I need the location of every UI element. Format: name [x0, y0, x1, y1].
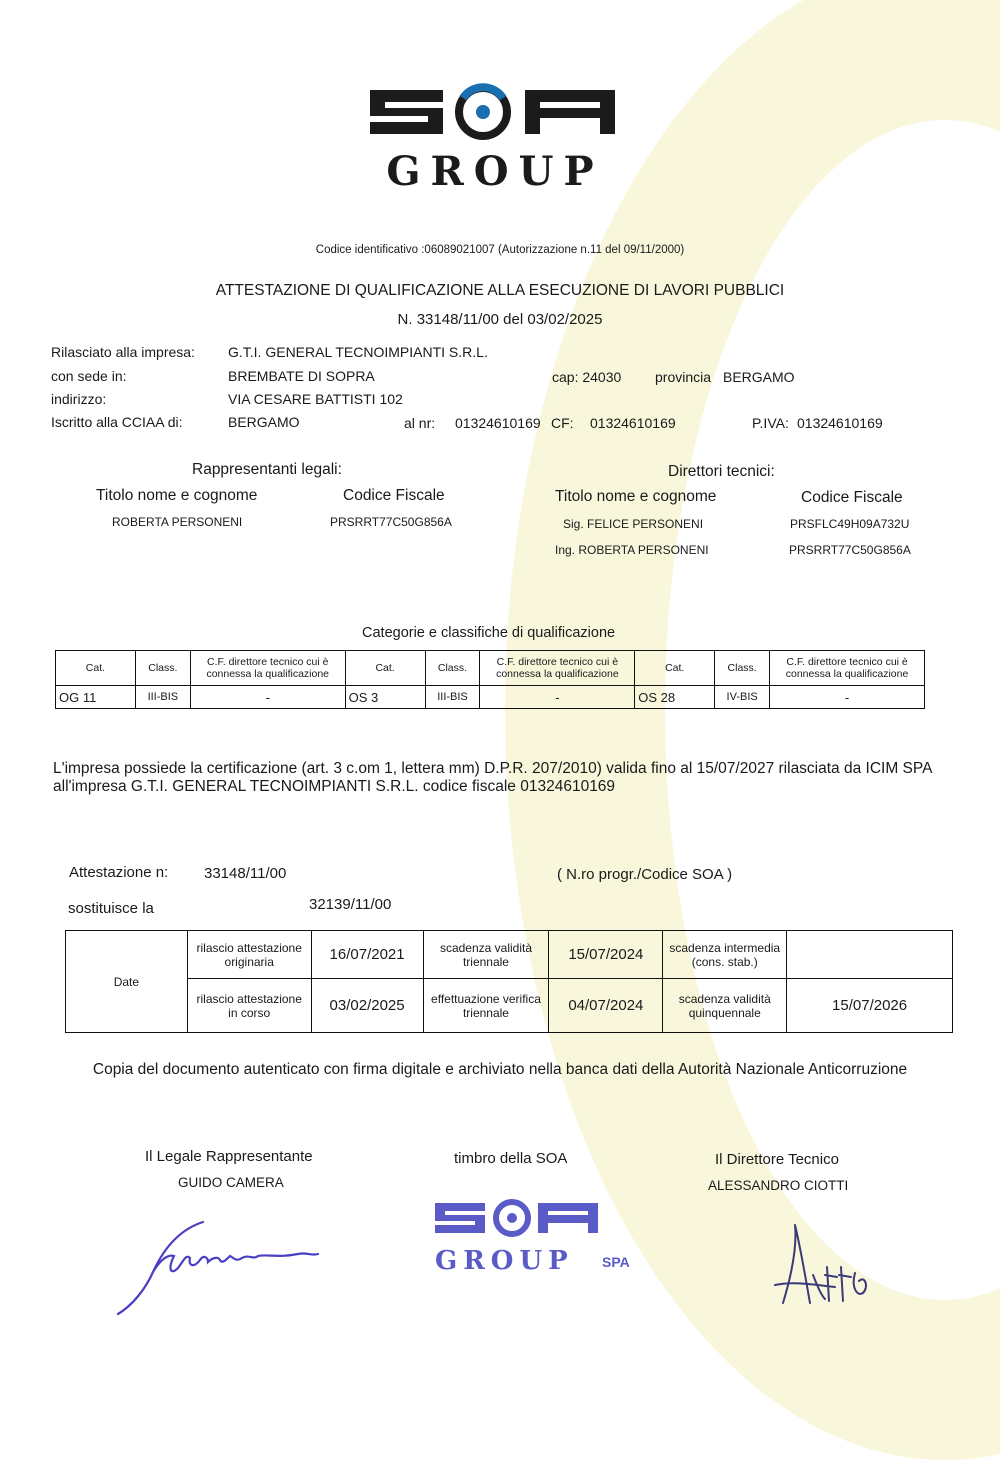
al-nr-label: al nr:	[404, 415, 436, 431]
legal-rep-sign-title: Il Legale Rappresentante	[145, 1148, 313, 1165]
categories-data-row	[56, 686, 925, 709]
categories-title: Categorie e classifiche di qualificazione	[362, 625, 616, 641]
category-class: IV-BIS	[715, 686, 770, 709]
category-cf: -	[190, 686, 345, 709]
cf-label: CF:	[551, 415, 574, 431]
dates-row-2	[66, 979, 953, 1033]
ril-corso-value: 03/02/2025	[311, 979, 423, 1033]
attestation-label: Attestazione n:	[69, 864, 169, 881]
company-sede: BREMBATE DI SOPRA	[228, 368, 375, 384]
soa-group-logo	[365, 82, 625, 202]
tech-dir-sign-title: Il Direttore Tecnico	[715, 1151, 839, 1168]
ril-orig-label: rilascio attestazione originaria	[187, 931, 311, 979]
header-cf: C.F. direttore tecnico cui è connessa la qualificazione	[770, 651, 925, 686]
scad-quin-value: 15/07/2026	[787, 979, 953, 1033]
legal-rep-name: ROBERTA PERSONENI	[112, 515, 243, 529]
legal-reps-title: Rappresentanti legali:	[192, 461, 342, 478]
tech-col-cf: Codice Fiscale	[801, 489, 903, 506]
copy-note: Copia del documento autenticato con firma digitale e archiviato nella banca dati della Autorità Nazionale Anticorruzione	[92, 1061, 908, 1078]
legal-rep-sign-name: GUIDO CAMERA	[178, 1175, 284, 1190]
company-piva: 01324610169	[797, 415, 883, 431]
stamp-spa-text: SPA	[602, 1254, 630, 1270]
tech-dir-cf-1: PRSFLC49H09A732U	[790, 517, 910, 531]
attestation-progr: ( N.ro progr./Codice SOA )	[557, 866, 733, 883]
stamp-group-text: GROUP	[435, 1246, 574, 1276]
company-name: G.T.I. GENERAL TECNOIMPIANTI S.R.L.	[228, 344, 488, 360]
header-cf: C.F. direttore tecnico cui è connessa la qualificazione	[190, 651, 345, 686]
stamp-title: timbro della SOA	[454, 1150, 568, 1167]
tech-dir-name-1: Sig. FELICE PERSONENI	[563, 517, 704, 531]
category-cat: OS 3	[345, 686, 425, 709]
document-number: N. 33148/11/00 del 03/02/2025	[397, 311, 603, 328]
ril-corso-label: rilascio attestazione in corso	[187, 979, 311, 1033]
header-cat: Cat.	[56, 651, 136, 686]
verifica-label: effettuazione verifica triennale	[423, 979, 549, 1033]
category-class: III-BIS	[135, 686, 190, 709]
company-cf: 01324610169	[590, 415, 676, 431]
provincia-label: provincia	[655, 369, 712, 385]
soa-stamp	[430, 1195, 640, 1285]
category-class: III-BIS	[425, 686, 480, 709]
tech-col-name: Titolo nome e cognome	[555, 488, 717, 505]
document-title: ATTESTAZIONE DI QUALIFICAZIONE ALLA ESECUZIONE DI LAVORI PUBBLICI	[215, 282, 785, 299]
label-cciaa: Iscritto alla CCIAA di:	[51, 414, 183, 430]
category-cat: OG 11	[56, 686, 136, 709]
scad-quin-label: scadenza validità quinquennale	[663, 979, 787, 1033]
header-class: Class.	[135, 651, 190, 686]
company-al-nr: 01324610169	[455, 415, 541, 431]
tech-dir-sign-name: ALESSANDRO CIOTTI	[708, 1178, 849, 1193]
tech-directors-title: Direttori tecnici:	[668, 463, 775, 480]
company-indirizzo: VIA CESARE BATTISTI 102	[228, 391, 403, 407]
label-indirizzo: indirizzo:	[51, 391, 107, 407]
codice-identificativo: Codice identificativo :06089021007 (Autorizzazione n.11 del 09/11/2000)	[315, 244, 685, 256]
categories-table	[55, 650, 925, 709]
company-cciaa: BERGAMO	[228, 414, 300, 430]
header-class: Class.	[715, 651, 770, 686]
tech-dir-name-2: Ing. ROBERTA PERSONENI	[555, 543, 709, 557]
dates-row-1	[66, 931, 953, 979]
sostituisce-label: sostituisce la	[68, 900, 154, 917]
scad-tri-label: scadenza validità triennale	[423, 931, 549, 979]
label-rilasciato: Rilasciato alla impresa:	[51, 344, 195, 360]
categories-header-row	[56, 651, 925, 686]
scad-tri-value: 15/07/2024	[549, 931, 663, 979]
tech-signature	[765, 1215, 895, 1315]
dates-table	[65, 930, 953, 1033]
company-cap: cap: 24030	[552, 369, 622, 385]
tech-dir-cf-2: PRSRRT77C50G856A	[789, 543, 911, 557]
scad-int-label: scadenza intermedia (cons. stab.)	[663, 931, 787, 979]
verifica-value: 04/07/2024	[549, 979, 663, 1033]
category-cat: OS 28	[635, 686, 715, 709]
ril-orig-value: 16/07/2021	[311, 931, 423, 979]
header-cat: Cat.	[635, 651, 715, 686]
attestation-number: 33148/11/00	[204, 865, 287, 882]
label-sede: con sede in:	[51, 368, 127, 384]
category-cf: -	[770, 686, 925, 709]
logo-group-text: GROUP	[386, 148, 604, 195]
header-cf: C.F. direttore tecnico cui è connessa la qualificazione	[480, 651, 635, 686]
header-cat: Cat.	[345, 651, 425, 686]
legal-col-cf: Codice Fiscale	[343, 487, 445, 504]
company-provincia: BERGAMO	[723, 369, 795, 385]
legal-signature	[108, 1210, 328, 1320]
header-class: Class.	[425, 651, 480, 686]
legal-col-name: Titolo nome e cognome	[96, 487, 258, 504]
certification-text: L'impresa possiede la certificazione (art. 3 c.om 1, lettera mm) D.P.R. 207/2010) valida fino al 15/07/2027 rilasciata da ICIM SPA all'impresa G.T.I. GENERAL TECNOIMPIANTI S.R.L. codice fiscale 01324610169	[53, 760, 932, 795]
legal-rep-cf: PRSRRT77C50G856A	[330, 515, 452, 529]
sostituisce-number: 32139/11/00	[309, 896, 392, 913]
piva-label: P.IVA:	[752, 415, 789, 431]
scad-int-value	[787, 931, 953, 979]
date-label: Date	[66, 931, 188, 1033]
category-cf: -	[480, 686, 635, 709]
